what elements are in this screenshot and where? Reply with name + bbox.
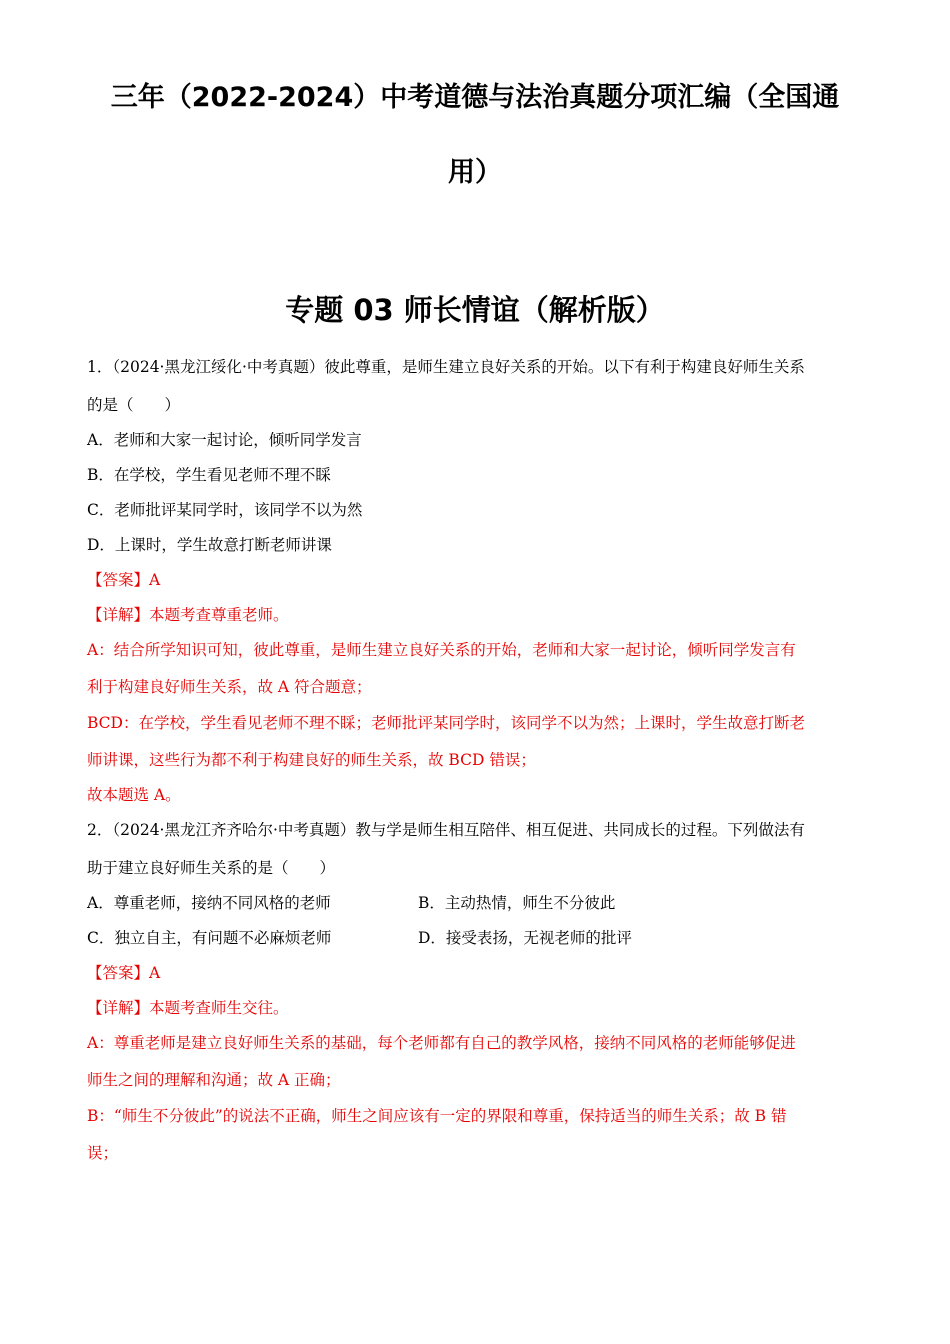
- q1-stem-line-1: 1．（2024·黑龙江绥化·中考真题）彼此尊重，是师生建立良好关系的开始。以下有利于构建良好师生关系: [87, 358, 805, 376]
- q2-explanation-a-line-1: A：尊重老师是建立良好师生关系的基础，每个老师都有自己的教学风格，接纳不同风格的老师能够促进: [87, 1034, 796, 1052]
- q1-option-d: D．上课时，学生故意打断老师讲课: [87, 536, 332, 554]
- q1-explanation-bcd-line-2: 师讲课，这些行为都不利于构建良好的师生关系，故 BCD 错误；: [87, 751, 536, 769]
- q2-stem-line-1: 2．（2024·黑龙江齐齐哈尔·中考真题）教与学是师生相互陪伴、相互促进、共同成长的过程。下列做法有: [87, 821, 805, 839]
- q2-option-a: A．尊重老师，接纳不同风格的老师: [87, 894, 331, 912]
- q1-explanation-a-line-1: A：结合所学知识可知，彼此尊重，是师生建立良好关系的开始，老师和大家一起讨论，倾听同学发言有: [87, 641, 796, 659]
- q1-option-a: A．老师和大家一起讨论，倾听同学发言: [87, 431, 362, 449]
- q2-explanation-a-line-2: 师生之间的理解和沟通；故 A 正确；: [87, 1071, 341, 1089]
- q1-explanation-bcd-line-1: BCD：在学校，学生看见老师不理不睬；老师批评某同学时，该同学不以为然；上课时，学生故意打断老: [87, 714, 805, 732]
- document-title-line-1: 三年（2022-2024）中考道德与法治真题分项汇编（全国通: [110, 82, 840, 113]
- q2-answer: 【答案】A: [87, 964, 161, 982]
- q1-explanation-a-line-2: 利于构建良好师生关系，故 A 符合题意；: [87, 678, 372, 696]
- q2-stem-line-2: 助于建立良好师生关系的是（ ）: [87, 859, 336, 877]
- q2-detail-heading: 【详解】本题考查师生交往。: [87, 999, 289, 1017]
- q1-option-c: C．老师批评某同学时，该同学不以为然: [87, 501, 363, 519]
- q2-option-c: C．独立自主，有问题不必麻烦老师: [87, 929, 332, 947]
- q1-stem-line-2: 的是（ ）: [87, 396, 181, 414]
- q2-option-b: B．主动热情，师生不分彼此: [418, 894, 616, 912]
- q1-answer: 【答案】A: [87, 571, 161, 589]
- q2-explanation-b-line-2: 误；: [87, 1144, 119, 1162]
- q2-option-d: D．接受表扬，无视老师的批评: [418, 929, 632, 947]
- q1-option-b: B．在学校，学生看见老师不理不睬: [87, 466, 331, 484]
- q1-detail-heading: 【详解】本题考查尊重老师。: [87, 606, 289, 624]
- q1-conclusion: 故本题选 A。: [87, 786, 181, 804]
- document-title-line-2: 用）: [448, 157, 502, 188]
- q2-explanation-b-line-1: B：“师生不分彼此”的说法不正确，师生之间应该有一定的界限和尊重，保持适当的师生关系；故 B 错: [87, 1107, 787, 1125]
- section-title: 专题 03 师长情谊（解析版）: [285, 293, 665, 327]
